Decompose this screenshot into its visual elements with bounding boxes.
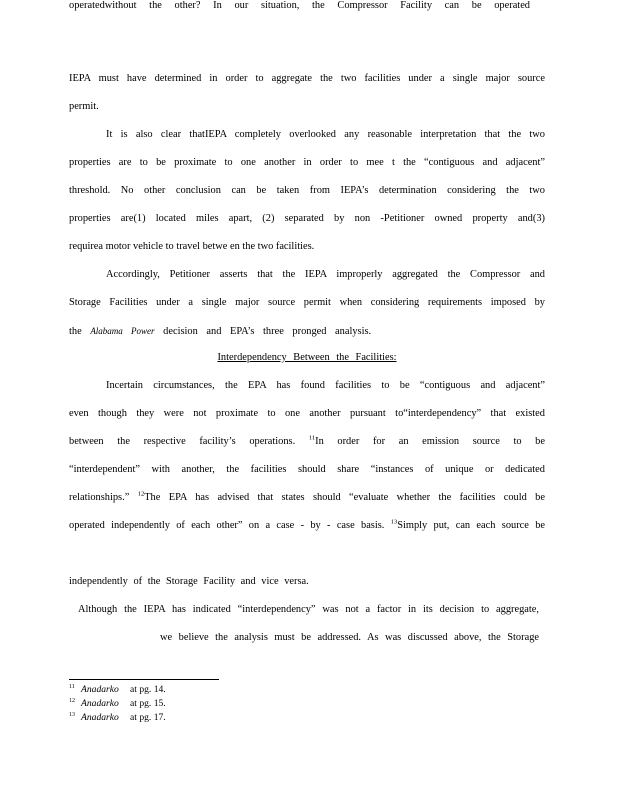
footnote-13-source: Anadarko (81, 712, 119, 723)
footnote-12-source: Anadarko (81, 698, 119, 709)
fn11-pre: between the respective facility’s operations. (69, 436, 296, 447)
footnote-13-page: at pg. 17. (130, 712, 166, 723)
line-4: properties are to be proximate to one another in order to mee t the “contiguous and adjacent” (69, 157, 545, 168)
line-2: permit. (69, 101, 99, 112)
alabama-italic: Alabama Power (90, 326, 155, 336)
footnote-13: 13 Anadarko at pg. 17. (69, 711, 166, 723)
line-21: we believe the analysis must be addressed. As was discussed above, the Storage (160, 632, 539, 643)
alabama-post: decision and EPA’s three pronged analysis. (163, 326, 372, 337)
line-13: even though they were not proximate to one another pursuant to“interdependency” that existed (69, 408, 545, 419)
line-17 (69, 520, 545, 532)
line-12: Incertain circumstances, the EPA has found facilities to be “contiguous and adjacent” (106, 380, 545, 391)
footnote-mark-13: 13 (390, 518, 398, 526)
footnote-12-page: at pg. 15. (130, 698, 166, 709)
footnote-rule (69, 679, 219, 680)
line-alabama (69, 325, 545, 338)
line-3: It is also clear thatIEPA completely overlooked any reasonable interpretation that the two (106, 129, 545, 140)
section-heading (69, 352, 545, 364)
line-15: “interdependent” with another, the facilities should share “instances of unique or dedicated (69, 464, 545, 475)
line-6: properties are(1) located miles apart, (2) separated by non -Petitioner owned property and(3) (69, 213, 545, 224)
line-20: Although the IEPA has indicated “interdependency” was not a factor in its decision to aggregate, (78, 604, 539, 615)
line-9: Storage Facilities under a single major source permit when considering requirements imposed by (69, 297, 545, 308)
fn12-pre: relationships.” (69, 492, 130, 503)
fn13-post: Simply put, can each source be (397, 520, 546, 531)
line-14 (69, 436, 545, 448)
line-18: operatedwithout the other? In our situation, the Compressor Facility can be operated (69, 0, 530, 11)
footnote-11: 11 Anadarko at pg. 14. (69, 683, 166, 695)
footnote-11-source: Anadarko (81, 684, 119, 695)
heading-text: Interdependency Between the Facilities: (217, 352, 397, 363)
fn11-post: In order for an emission source to be (315, 436, 545, 447)
fn12-post: The EPA has advised that states should “evaluate whether the facilities could be (144, 492, 545, 503)
footnote-mark-11: 11 (308, 434, 316, 442)
line-19: independently of the Storage Facility and vice versa. (69, 576, 309, 587)
footnote-12: 12 Anadarko at pg. 15. (69, 697, 166, 709)
footnote-11-page: at pg. 14. (130, 684, 166, 695)
line-7: requirea motor vehicle to travel betwe en the two facilities. (69, 241, 315, 252)
line-5: threshold. No other conclusion can be taken from IEPA’s determination considering the two (69, 185, 545, 196)
line-1: IEPA must have determined in order to aggregate the two facilities under a single major source (69, 73, 545, 84)
fn13-pre: operated independently of each other” on a case - by - case basis. (69, 520, 385, 531)
footnote-mark-12: 12 (137, 490, 145, 498)
line-8: Accordingly, Petitioner asserts that the IEPA improperly aggregated the Compressor and (106, 269, 545, 280)
line-16 (69, 492, 545, 504)
alabama-pre: the (69, 326, 82, 337)
